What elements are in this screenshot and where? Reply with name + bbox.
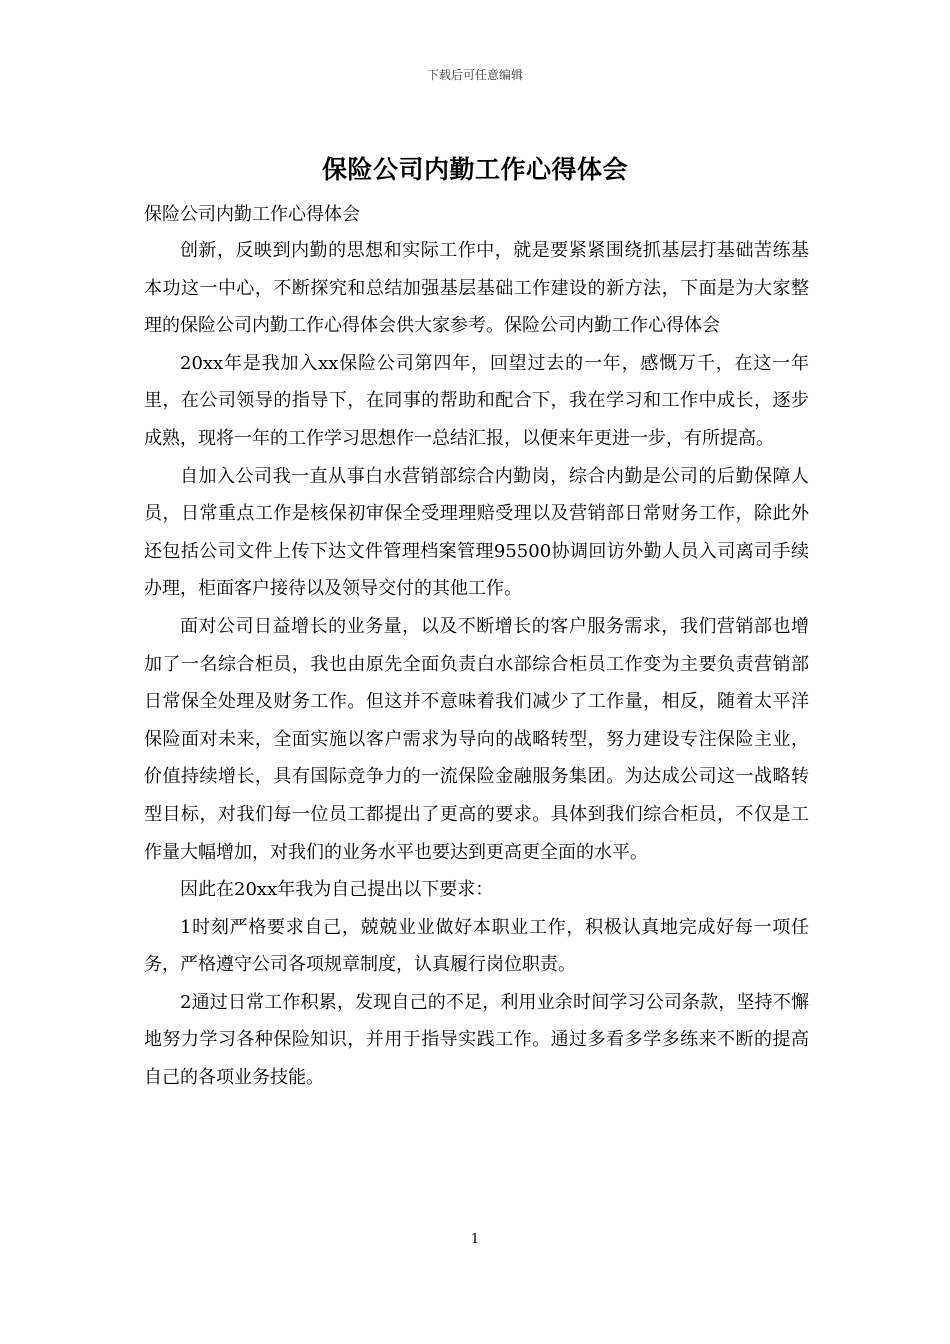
- page-number: 1: [470, 1232, 480, 1247]
- document-subtitle: 保险公司内勤工作心得体会: [144, 204, 360, 225]
- document-title: 保险公司内勤工作心得体会: [321, 155, 628, 184]
- header-note: 下载后可任意编辑: [426, 68, 523, 82]
- document-body: [144, 232, 809, 1097]
- paragraph: 1时刻严格要求自己，兢兢业业做好本职业工作，积极认真地完成好每一项任务，严格遵守公司各项规章制度，认真履行岗位职责。: [144, 916, 809, 976]
- paragraph: 自加入公司我一直从事白水营销部综合内勤岗，综合内勤是公司的后勤保障人员，日常重点工作是核保初审保全受理理赔受理以及营销部日常财务工作，除此外还包括公司文件上传下达文件管理档案管理95500协调回访外勤人员入司离司手续办理，柜面客户接待以及领导交付的其他工作。: [144, 465, 809, 600]
- paragraph: 20xx年是我加入xx保险公司第四年，回望过去的一年，感慨万千，在这一年里，在公司领导的指导下，在同事的帮助和配合下，我在学习和工作中成长，逐步成熟，现将一年的工作学习思想作一总结汇报，以便来年更进一步，有所提高。: [144, 352, 809, 449]
- paragraph: 2通过日常工作积累，发现自己的不足，利用业余时间学习公司条款，坚持不懈地努力学习各种保险知识，并用于指导实践工作。通过多看多学多练来不断的提高自己的各项业务技能。: [144, 991, 809, 1089]
- paragraph: 因此在20xx年我为自己提出以下要求：: [180, 879, 494, 901]
- paragraph: 面对公司日益增长的业务量，以及不断增长的客户服务需求，我们营销部也增加了一名综合柜员，我也由原先全面负责白水部综合柜员工作变为主要负责营销部日常保全处理及财务工作。但这并不意味着我们减少了工作量，相反，随着太平洋保险面对未来，全面实施以客户需求为导向的战略转型，努力建设专注保险主业，价值持续增长，具有国际竞争力的一流保险金融服务集团。为达成公司这一战略转型目标，对我们每一位员工都提出了更高的要求。具体到我们综合柜员，不仅是工作量大幅增加，对我们的业务水平也要达到更高更全面的水平。: [144, 615, 809, 863]
- paragraph: 创新，反映到内勤的思想和实际工作中，就是要紧紧围绕抓基层打基础苦练基本功这一中心，不断探究和总结加强基层基础工作建设的新方法，下面是为大家整理的保险公司内勤工作心得体会供大家参考。保险公司内勤工作心得体会: [144, 240, 809, 337]
